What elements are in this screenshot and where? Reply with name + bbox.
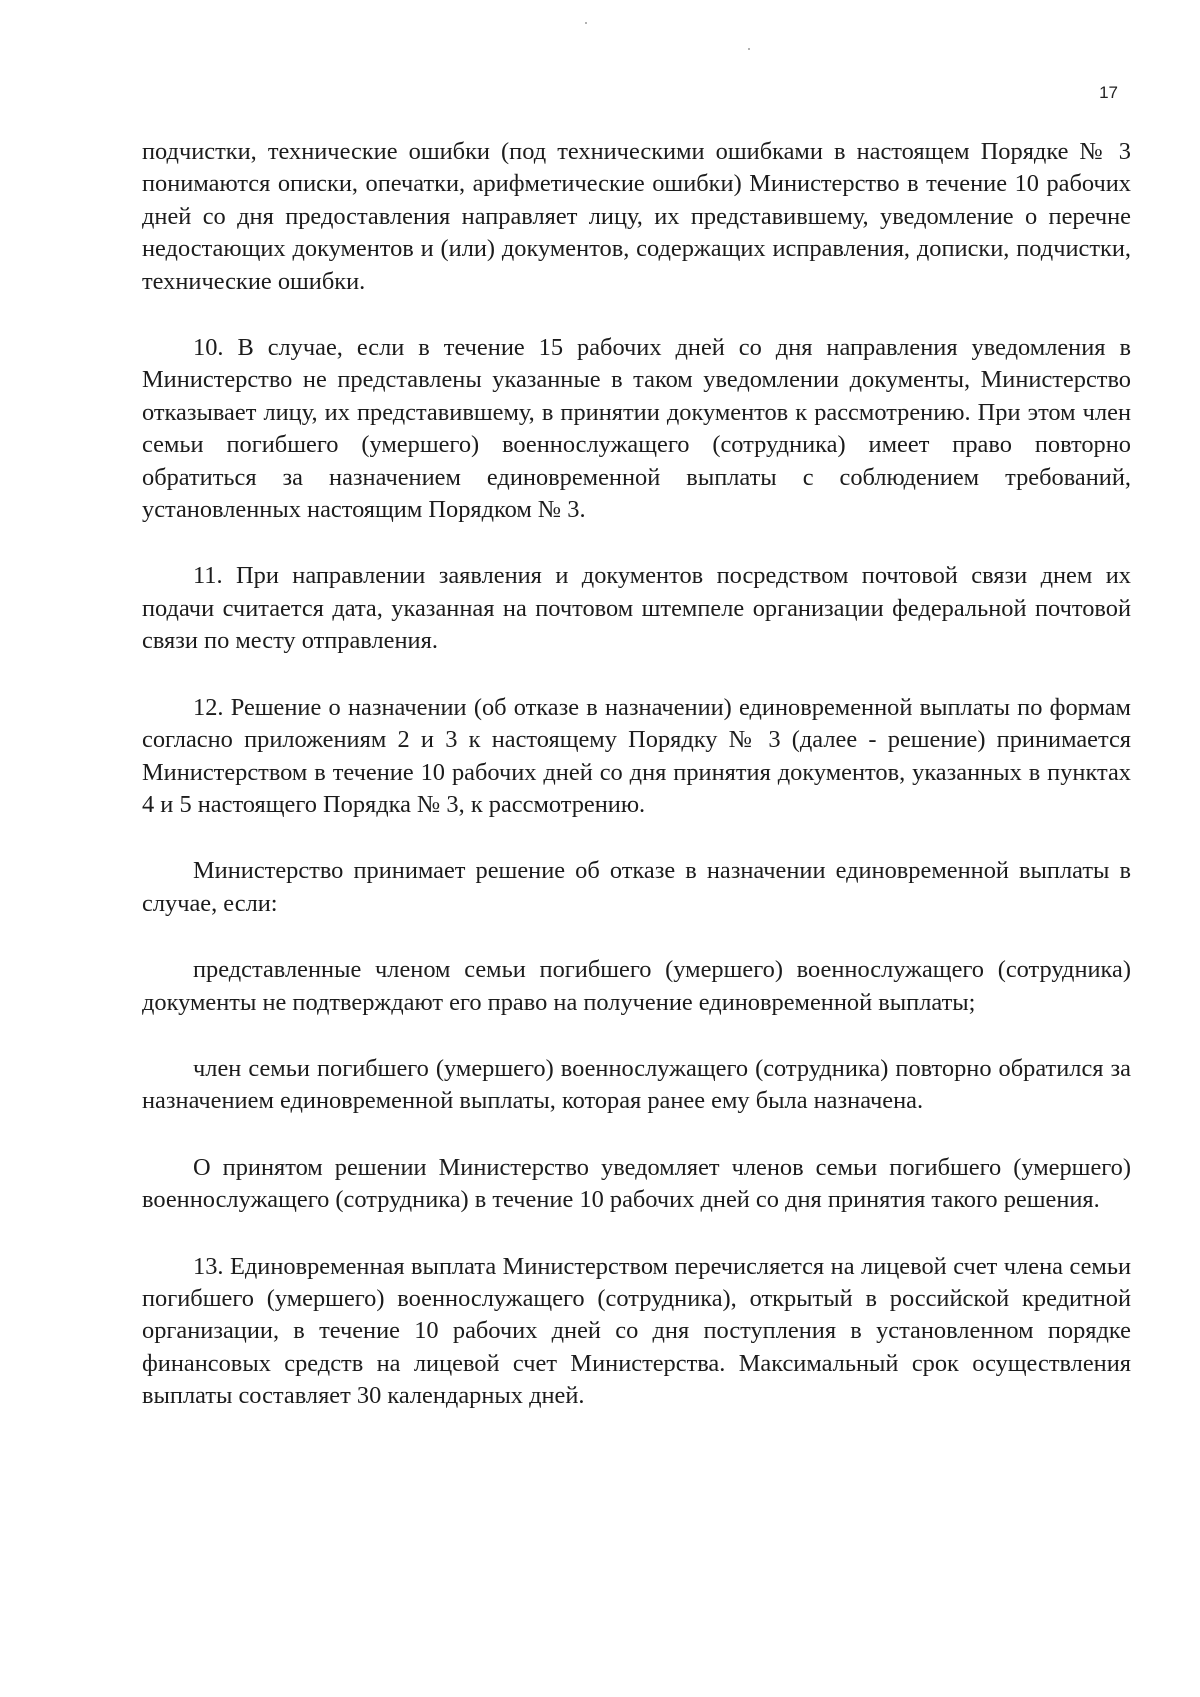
document-body: [142, 136, 1131, 1447]
paragraph-item-13: 13. Единовременная выплата Министерством перечисляется на лицевой счет члена семьи погибшего (умершего) военнослужащего (сотрудника), открытый в российской кредитной организации, в течение 10 рабочих дней со дня поступления в установленном порядке финансовых средств на лицевой счет Министерства. Максимальный срок осуществления выплаты составляет 30 календарных дней.: [142, 1252, 1131, 1410]
paragraph-continuation: подчистки, технические ошибки (под техническими ошибками в настоящем Порядке № 3 понимаются описки, опечатки, арифметические ошибки) Министерство в течение 10 рабочих дней со дня предоставления направляет лицу, их представившему, уведомление о перечне недостающих документов и (или) документов, содержащих исправления, дописки, подчистки, технические ошибки.: [142, 138, 1131, 295]
scan-speck: [585, 22, 587, 24]
page-number: 17: [1099, 83, 1118, 102]
paragraph-item-11: 11. При направлении заявления и документов посредством почтовой связи днем их подачи считается дата, указанная на почтовом штемпеле организации федеральной почтовой связи по месту отправления.: [142, 562, 1131, 655]
paragraph-refusal-intro: Министерство принимает решение об отказе в назначении единовременной выплаты в случае, если:: [142, 857, 1131, 917]
paragraph-refusal-reason-1: представленные членом семьи погибшего (умершего) военнослужащего (сотрудника) документы не подтверждают его право на получение единовременной выплаты;: [142, 956, 1131, 1016]
paragraph-item-12: 12. Решение о назначении (об отказе в назначении) единовременной выплаты по формам согласно приложениям 2 и 3 к настоящему Порядку № 3 (далее - решение) принимается Министерством в течение 10 рабочих дней со дня принятия документов, указанных в пунктах 4 и 5 настоящего Порядка № 3, к рассмотрению.: [142, 693, 1131, 818]
paragraph-notification: О принятом решении Министерство уведомляет членов семьи погибшего (умершего) военнослужащего (сотрудника) в течение 10 рабочих дней со дня принятия такого решения.: [142, 1153, 1131, 1214]
paragraph-item-10: 10. В случае, если в течение 15 рабочих дней со дня направления уведомления в Министерство не представлены указанные в таком уведомлении документы, Министерство отказывает лицу, их представившему, в принятии документов к рассмотрению. При этом член семьи погибшего (умершего) военнослужащего (сотрудника) имеет право повторно обратиться за назначением единовременной выплаты с соблюдением требований, установленных настоящим Порядком № 3.: [142, 334, 1131, 524]
paragraph-refusal-reason-2: член семьи погибшего (умершего) военнослужащего (сотрудника) повторно обратился за назначением единовременной выплаты, которая ранее ему была назначена.: [142, 1054, 1131, 1115]
scan-speck: [748, 48, 750, 50]
